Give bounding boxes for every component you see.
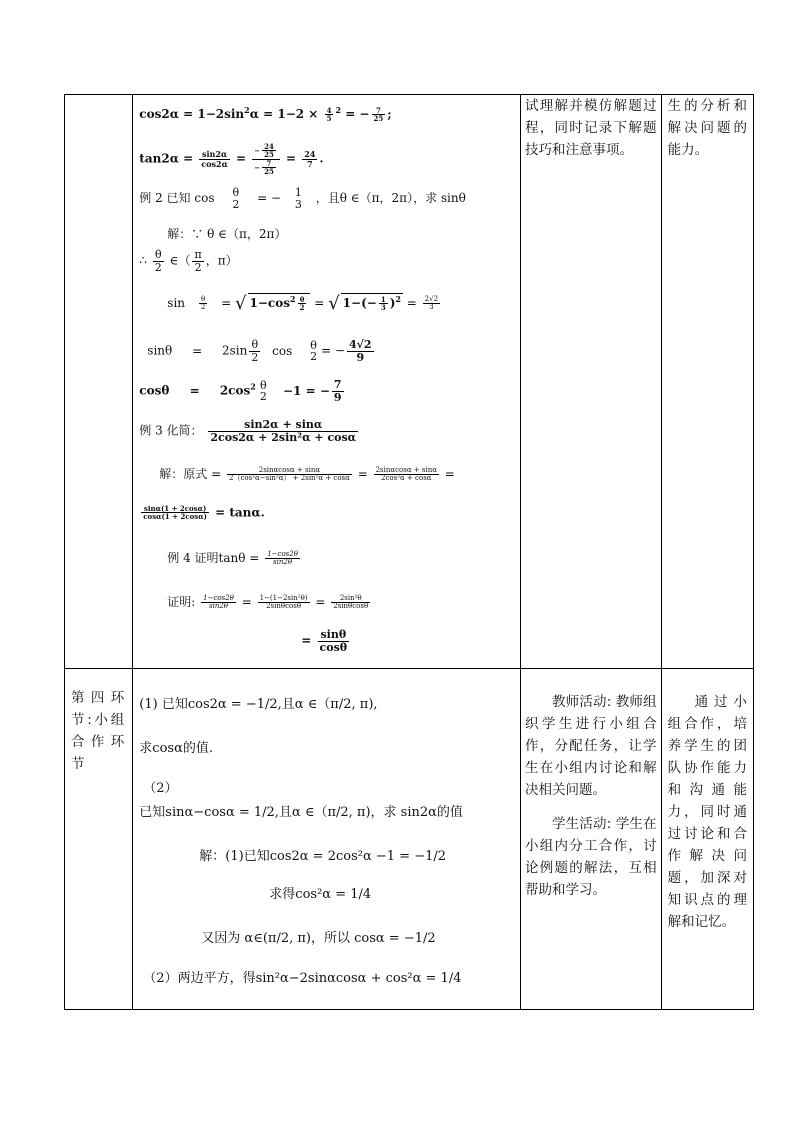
math-content bbox=[133, 95, 520, 668]
purpose-cell bbox=[661, 669, 753, 1010]
stage-cell bbox=[65, 669, 133, 1010]
purpose-text: 生的分析和解决问题的能力。 bbox=[667, 98, 747, 158]
question-1: (1) 已知cos2α = −1/2,且α ∈（π/2, π), bbox=[139, 697, 378, 712]
student-activity: 学生活动: 学生在小组内分工合作，讨论例题的解法，互相帮助和学习。 bbox=[524, 816, 657, 898]
question-1-ask: 求cosα的值. bbox=[139, 741, 213, 756]
question-2: 已知sinα−cosα = 1/2,且α ∈（π/2, π)，求 sin2α的值 bbox=[139, 805, 463, 820]
stage-cell bbox=[65, 95, 133, 669]
content-cell bbox=[133, 669, 521, 1010]
teacher-activity: 教师活动: 教师组织学生进行小组合作，分配任务，让学生在小组内讨论和解决相关问题。 bbox=[524, 694, 657, 798]
solution-2: （2）两边平方，得sin²α−2sinαcosα + cos²α = 1/4 bbox=[143, 971, 462, 986]
content-cell bbox=[133, 95, 521, 669]
example-3: 例 3 化简： $\frac{\sin 2\alpha + \sin\alpha}{\text{2cos2α + 2sin²α + cosα}}$ bbox=[139, 418, 357, 444]
cos2a-formula: $\cos 2\alpha = 1-2\sin^2\alpha = 1-2$ × $\frac{4}{5}$ $^2$ = − $\frac{7}{25}$ ; bbox=[139, 105, 392, 123]
lesson-plan-table bbox=[64, 94, 754, 1010]
half-angle-range: ∴ $\frac{\theta}{2}$ ∈（ $\frac{\pi}{2}$ ，π） bbox=[139, 248, 238, 274]
purpose-cell bbox=[661, 95, 753, 669]
sin-half-formula: sin $\frac{\theta}{2}$ = √ $1-\cos^2$ $\frac{\theta}{2}$ = √ 1−(− $\frac{1}{3}$ )$^2$ = $\frac{2√2}{3}$ bbox=[167, 293, 439, 314]
solution-1-result: 求得cos²α = 1/4 bbox=[269, 887, 372, 902]
tan2a-formula: tan2α = $\frac{\sin 2\alpha}{\cos 2\alpha}$ = − $\frac{24}{25}$ − $\frac{7}{25}$ = $\frac{24}{7}$ . bbox=[139, 142, 324, 177]
example-2: 例 2 已知 cos θ 2 = − 1 3 ，且θ ∈（π，2π），求 sinθ bbox=[139, 186, 466, 211]
solution-1: 解：(1)已知cos2α = 2cos²α −1 = −1/2 bbox=[199, 849, 447, 864]
proof-4-result: = $\frac{\sin\theta}{\cos\theta}$ bbox=[301, 628, 348, 654]
proof-4: 证明: $\frac{1-\cos 2\theta}{\sin 2\theta}$ = $\frac{\text{1−(1−2sin²θ)}}{2\sin\theta\cos\theta}$ = $\frac{\text{2sin²θ}}{2\sin\theta\cos\theta}$ bbox=[167, 593, 369, 610]
purpose-text: 通过小组合作，培养学生的团队协作能力和沟通能力，同时通过讨论和合作解决问题，加深对知识点的理解和记忆。 bbox=[667, 694, 747, 930]
question-2-number: （2） bbox=[143, 781, 178, 796]
group-work-content bbox=[133, 669, 520, 1009]
example-4: 例 4 证明tanθ = $\frac{1-\cos 2\theta}{\sin 2\theta}$ bbox=[167, 549, 298, 566]
stage-title: 第四环节:小组合作环节 bbox=[71, 690, 127, 772]
sin-theta-formula: sinθ = 2sin $\frac{\theta}{2}$ cos θ 2 = − $\frac{4√2}{9}$ bbox=[147, 338, 372, 364]
table-row bbox=[65, 95, 754, 669]
cos-theta-formula: $\cos\theta = 2\cos^2$ θ 2 −1 = − $\frac{7}{9}$ bbox=[139, 378, 342, 404]
activity-cell bbox=[520, 669, 661, 1010]
solution-1-conclusion: 又因为 α∈(π/2, π)，所以 cosα = −1/2 bbox=[201, 931, 436, 946]
table-row bbox=[65, 669, 754, 1010]
activity-text: 试理解并模仿解题过程，同时记录下解题技巧和注意事项。 bbox=[524, 98, 657, 158]
solution-3-result: $\frac{\sin\alpha(1 + 2\cos\alpha)}{\cos\alpha(1 + 2\cos\alpha)}$ = tanα. bbox=[143, 504, 265, 522]
solution-2: 解：∵ θ ∈（π，2π） bbox=[167, 227, 287, 241]
activity-cell bbox=[520, 95, 661, 669]
solution-3: 解：原式 = $\frac{2\sin\alpha\cos\alpha + \sin\alpha}{\text{2（cos²α−sin²α） + 2sin²α + cosα}}$ = $\frac{2\sin\alpha\cos\alpha + \sin\alpha}{\text{2cos²α + cosα}}$ = bbox=[159, 465, 455, 482]
